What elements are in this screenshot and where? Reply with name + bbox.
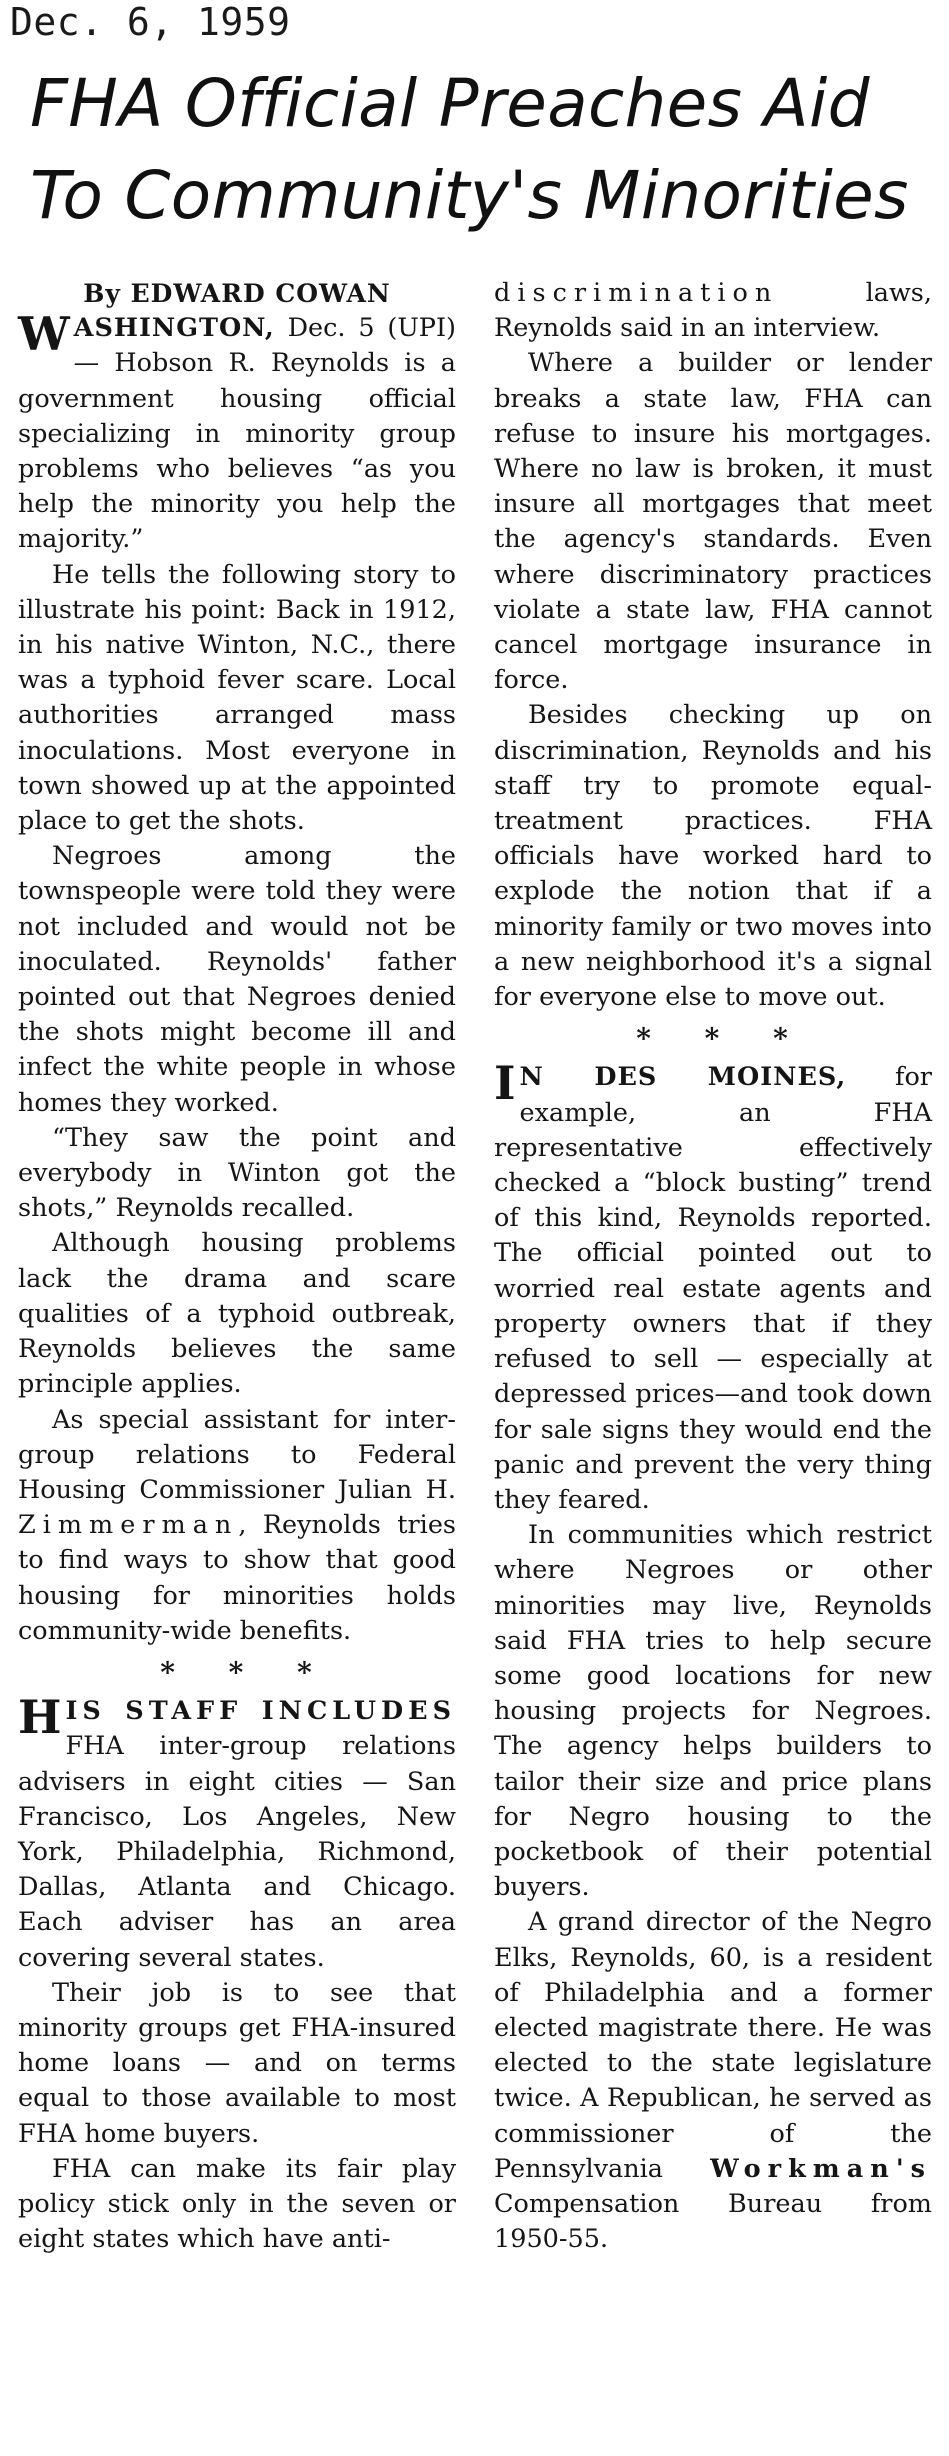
spaced-word: Workman's <box>710 2153 932 2184</box>
dateline-city: ASHINGTON, <box>73 313 275 344</box>
drop-cap: I <box>494 1056 516 1111</box>
paragraph: He tells the following story to illustrate his point: Back in 1912, in his native Winton, N.C., there was a typhoid fever scare. Local authorities arranged mass inoculations. Most everyone in town showed up at the appointed place to get the shots. <box>18 559 456 837</box>
paragraph: Besides checking up on discrimination, Reynolds and his staff try to promote equal-treatment practices. FHA officials have worked hard to explode the notion that if a minority family or two moves into a new neighborhood it's a signal for everyone else to move out. <box>494 700 932 1013</box>
paragraph-text: As special assistant for inter-group relations to Federal Housing Commissioner Julian H. <box>18 1404 456 1505</box>
subsection-paragraph <box>494 1056 932 1518</box>
lead-paragraph <box>18 307 456 557</box>
paragraph-text: FHA can make its fair play policy stick only in the seven or eight states which have anti- <box>18 2153 456 2255</box>
subsection-text: for example, an FHA representative effectively checked a “block busting” trend of this kind, Reynolds reported. The official pointed out to worried real estate agents and property owners that if they refused to sell — especially at depressed prices—and took down for sale signs they would end the panic and prevent the very thing they feared. <box>494 1062 932 1515</box>
column-right <box>494 276 932 2257</box>
paragraph-text: Compensation Bureau from 1950-55. <box>494 2188 932 2255</box>
paragraph: Although housing problems lack the drama and scare qualities of a typhoid outbreak, Reynolds believes the same principle applies. <box>18 1228 456 1400</box>
headline-line-2: To Community's Minorities <box>30 157 909 234</box>
paragraph-text: laws, Reynolds said in an interview. <box>494 278 932 344</box>
paragraph-continued <box>494 276 932 346</box>
paragraph-text: , Reynolds tries to find ways to show that good housing for minorities holds community-wide benefits. <box>18 1510 456 1646</box>
spaced-name: Zimmerman <box>18 1510 239 1541</box>
subsection-lead-caps: IS STAFF INCLUDES <box>65 1696 456 1727</box>
paragraph: In communities which restrict where Negroes or other minorities may live, Reynolds said FHA tries to help secure some good locations for new housing projects for Negroes. The agency helps builders to tailor their size and price plans for Negro housing to the pocketbook of their potential buyers. <box>494 1520 932 1903</box>
drop-cap: H <box>18 1690 62 1745</box>
section-divider: * * * <box>636 1022 810 1056</box>
drop-cap: W <box>18 307 70 362</box>
byline: By EDWARD COWAN <box>83 279 391 308</box>
paragraph: Negroes among the townspeople were told they were not included and would not be inoculated. Reynolds' father pointed out that Negroes denied the shots might become ill and infect the white people in whose homes they worked. <box>18 841 456 1118</box>
paragraph: “They saw the point and everybody in Winton got the shots,” Reynolds recalled. <box>18 1122 456 1224</box>
publication-date: Dec. 6, 1959 <box>10 0 291 44</box>
subsection-text: FHA inter-group relations advisers in eight cities — San Francisco, Los Angeles, New York, Philadelphia, Richmond, Dallas, Atlanta and Chicago. Each adviser has an area covering several states. <box>18 1731 456 1973</box>
paragraph <box>18 1403 456 1649</box>
headline-line-1: FHA Official Preaches Aid <box>30 65 870 142</box>
paragraph <box>18 2152 456 2258</box>
lead-text: Dec. 5 (UPI) — Hobson R. Reynolds is a government housing official specializing in minority group problems who believes “as you help the minority you help the majority.” <box>18 313 456 555</box>
column-left <box>18 276 456 2257</box>
paragraph <box>494 1905 932 2257</box>
subsection-lead-caps: N DES MOINES, <box>519 1062 847 1093</box>
paragraph-text: A grand director of the Negro Elks, Reynolds, 60, is a resident of Philadelphia and a former elected magistrate there. He was elected to the state legislature twice. A Republican, he served as commissioner of the Pennsylvania <box>494 1907 932 2184</box>
section-divider: * * * <box>160 1655 334 1689</box>
headline <box>30 58 935 242</box>
subsection-paragraph <box>18 1690 456 1976</box>
paragraph: Where a builder or lender breaks a state law, FHA can refuse to insure his mortgages. Where no law is broken, it must insure all mortgages that meet the agency's standards. Even where discriminatory practices violate a state law, FHA cannot cancel mortgage insurance in force. <box>494 348 932 696</box>
paragraph: Their job is to see that minority groups get FHA-insured home loans — and on terms equal to those available to most FHA home buyers. <box>18 1977 456 2149</box>
spaced-word: discrimination <box>494 278 779 308</box>
